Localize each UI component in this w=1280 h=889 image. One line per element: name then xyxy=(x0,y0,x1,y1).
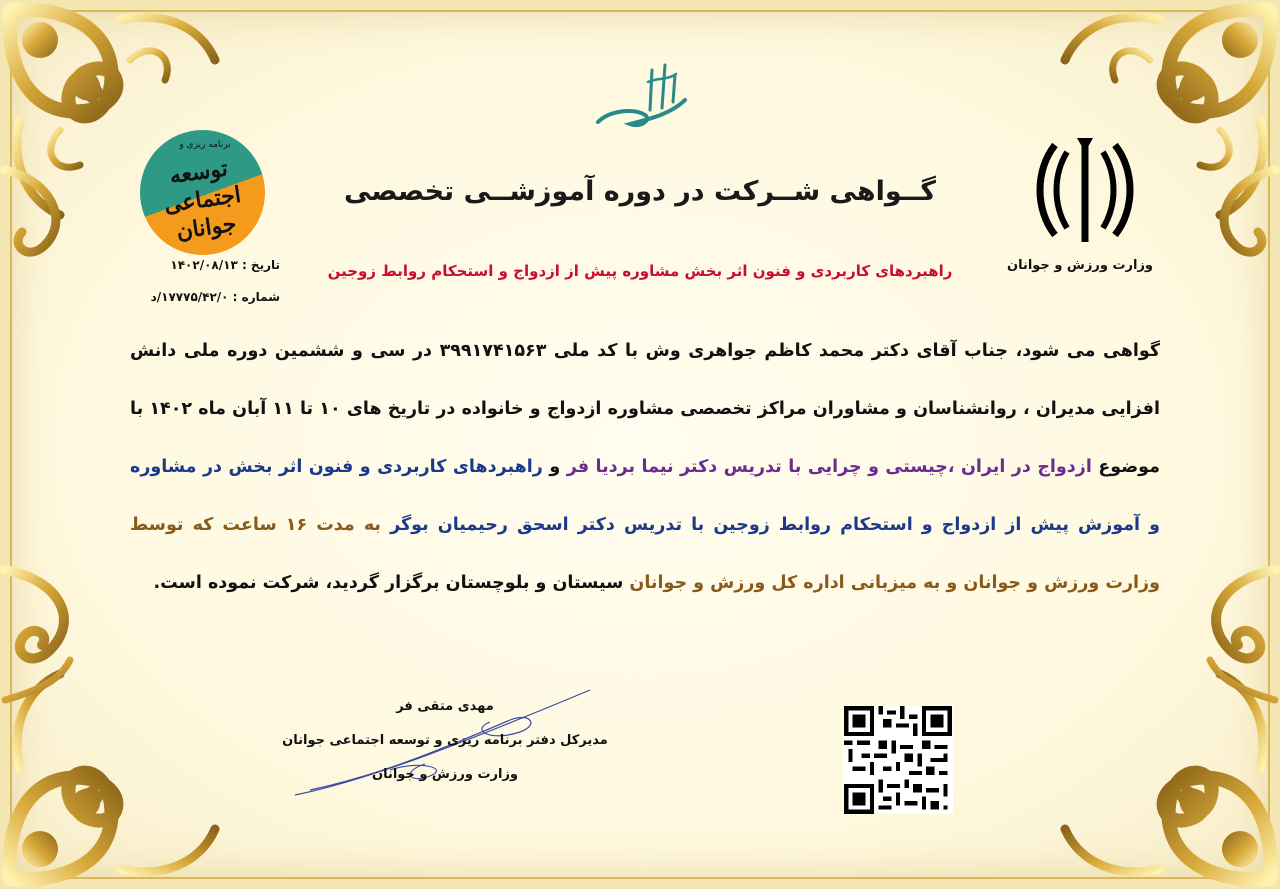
signatory-org: وزارت ورزش و جوانان xyxy=(371,767,519,782)
side-ornament-icon xyxy=(1170,150,1280,300)
course-subtitle: راهبردهای کاربردی و فنون اثر بخش مشاوره پیش از ازدواج و استحکام روابط زوجین xyxy=(327,262,953,280)
calligraphy-logo-icon xyxy=(590,60,690,135)
body-segment-topic-2: راهبردهای کاربردی و فنون اثر بخش در مشاوره و آموزش پیش از ازدواج و استحکام روابط زوجین با تدریس دکتر اسحق رحیمیان بوگر xyxy=(130,457,1160,535)
body-segment: گواهی می شود، جناب آقای دکتر محمد کاظم جواهری وش با کد ملی ۳۹۹۱۷۴۱۵۶۳ در سی و ششمین دوره ملی دانش افزایی مدیران ، روانشناسان و مشاوران مراکز تخصصی مشاوره ازدواج و خانواده در تاریخ های ۱۰ تا ۱۱ آبان ماه ۱۴۰۲ با موضوع xyxy=(130,341,1161,477)
side-ornament-icon xyxy=(0,150,110,300)
ministry-label: وزارت ورزش و جوانان xyxy=(1006,258,1154,273)
side-ornament-icon xyxy=(1170,560,1280,710)
signatory-title: مدیرکل دفتر برنامه ریزی و توسعه اجتماعی جوانان xyxy=(282,733,608,748)
signatory-name: مهدی متقی فر xyxy=(396,699,494,714)
body-segment-host: به مدت ۱۶ ساعت که توسط وزارت ورزش و جوانان و به میزبانی اداره کل ورزش و جوانان xyxy=(130,515,1160,593)
program-logo xyxy=(140,130,265,255)
qr-code-icon xyxy=(843,706,953,814)
body-segment: و xyxy=(542,457,567,477)
side-ornament-icon xyxy=(0,560,110,710)
body-segment: سیستان و بلوچستان برگزار گردید، شرکت نموده است. xyxy=(153,573,630,593)
certificate-title: گــواهی شــرکت در دوره آموزشــی تخصصی xyxy=(344,176,936,207)
certificate-number: شماره : ۱۷۷۷۵/۴۲/۰/د xyxy=(150,290,280,304)
certificate-body xyxy=(130,322,1160,612)
body-segment-topic-1: ازدواج در ایران ،چیستی و چرایی با تدریس دکتر نیما بردیا فر xyxy=(566,457,1092,477)
signature-block xyxy=(270,690,620,792)
program-logo-text: توسعه اجتماعی جوانان xyxy=(162,155,243,245)
iran-emblem-icon xyxy=(1025,130,1145,250)
certificate-date: تاریخ : ۱۴۰۲/۰۸/۱۳ xyxy=(170,258,280,272)
program-logo-small-text: برنامه ریزی و xyxy=(179,140,231,150)
